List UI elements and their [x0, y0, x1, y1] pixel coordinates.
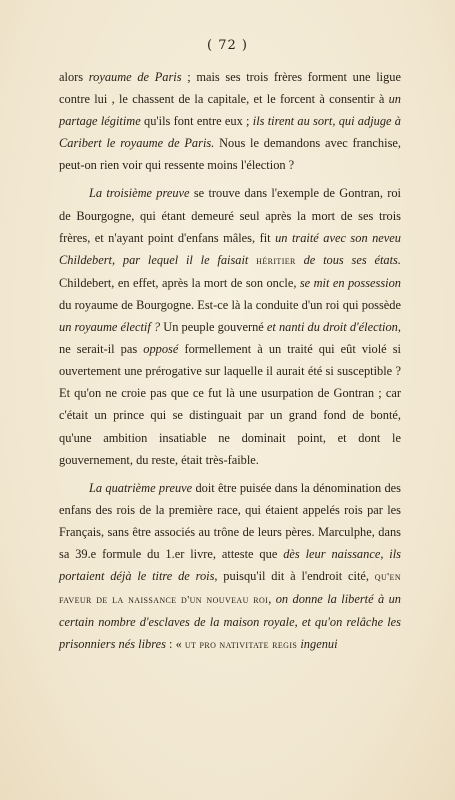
paragraph-1	[59, 66, 401, 176]
text-run: se trouve dans l'exemple de Gontran, roi de Bourgogne, qui étant demeuré seul après la mort de ses trois frères, et n'ayant point d'enfans mâles, fit	[59, 186, 402, 245]
text-run: ,	[268, 592, 276, 607]
text-run: royaume de Paris	[88, 70, 182, 84]
text-run: Nous le demandons avec franchise, peut-on rien voir qui ressente moins l'élection ?	[59, 136, 401, 173]
text-run: on donne la liberté à un certain nombre d'esclaves de la maison royale, et qu'on relâche les prisonniers nés libres	[59, 592, 401, 652]
text-run: ingenui	[300, 637, 338, 652]
text-run: alors	[59, 70, 89, 84]
text-run: et nanti du droit d'élection	[266, 320, 398, 335]
text-run: du royaume de Bourgogne. Est-ce là la conduite d'un roi qui possède	[59, 297, 401, 312]
text-run: dès leur naissance, ils portaient déjà le titre de rois	[59, 546, 401, 584]
text-run: , puisqu'il dit à l'endroit cité,	[214, 569, 375, 584]
text-run: ; mais ses trois frères forment une ligue contre lui , le chassent de la capitale, et le forcent à consentir à	[59, 70, 402, 107]
text-run: ut pro nativitate regis	[184, 639, 298, 652]
text-run	[248, 253, 256, 267]
text-run: qu'en faveur de la naissance d'un nouveau roi	[59, 571, 401, 607]
text-run: , ne serait-il pas	[59, 320, 401, 357]
paragraph-2	[59, 182, 401, 470]
text-run: Childebert, en effet, après la mort de son oncle,	[59, 275, 300, 290]
text-run: un traité avec son neveu Childebert, par lequel il le faisait	[59, 230, 402, 267]
text-run: de tous ses états.	[303, 252, 401, 267]
text-run: un royaume électif ?	[59, 320, 161, 335]
text-run: opposé	[143, 342, 179, 357]
text-run: ils tirent au sort, qui adjuge à Caribert le royaume de Paris.	[59, 114, 401, 151]
text-run: : «	[165, 637, 185, 652]
body-text	[59, 66, 401, 656]
text-run: doit être puisée dans la dénomination des enfans des rois de la première race, qui étaient appelés rois par les Français, sans être associés au trône de leurs pères. Marculphe, dans sa 39.e formule du 1.er livre, atteste que	[59, 480, 401, 561]
text-run: formellement à un traité qui eût violé si ouvertement une prérogative sur laquelle il aurait été si susceptible ? Et qu'on ne croie pas que ce fut là une usurpation de Gontran ; car c'était un prince qui se distinguait par un grand fond de bonté, qu'une ambition insatiable ne dominait point, et dont le gouvernement, du reste, était très-faible.	[59, 342, 401, 467]
text-run: qu'ils font entre eux ;	[140, 114, 253, 129]
page-number: ( 72 )	[207, 38, 248, 53]
text-run: La quatrième preuve	[89, 480, 193, 495]
text-run: Un peuple gouverné	[160, 320, 267, 335]
text-run: se mit en possession	[299, 275, 401, 290]
text-run	[296, 253, 304, 267]
text-run: La troisième preuve	[89, 186, 190, 201]
text-run: héritier	[256, 254, 296, 267]
paragraph-3	[59, 477, 401, 657]
text-run: un partage légitime	[59, 92, 401, 129]
